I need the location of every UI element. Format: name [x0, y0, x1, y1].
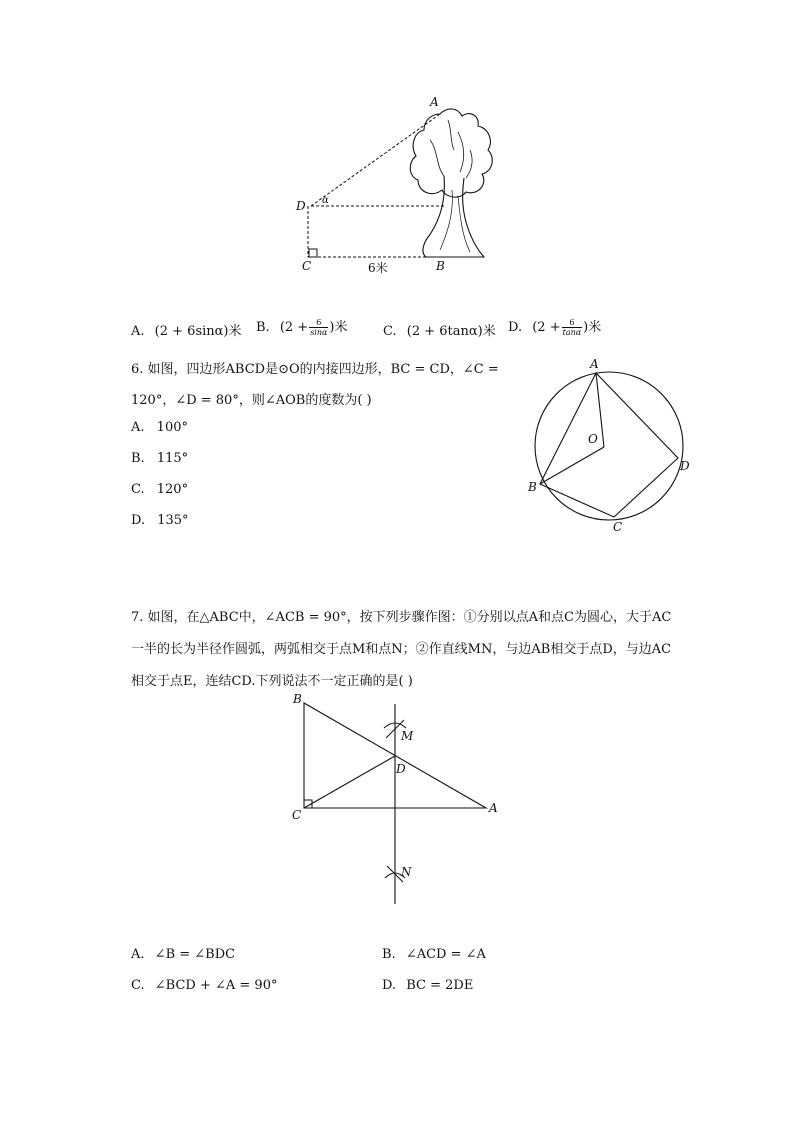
q5-option-b-fraction [309, 318, 328, 337]
q6-stem-line1: 6. 如图，四边形ABCD是⊙O的内接四边形，BC = CD，∠C = [131, 362, 499, 377]
q7-stem-line2: 一半的长为半径作圆弧，两弧相交于点M和点N；②作直线MN，与边AB相交于点D，与边AC [131, 642, 672, 657]
label-alpha: α [322, 195, 329, 206]
q6-option-d [131, 513, 189, 528]
q7-triangle-figure [285, 690, 505, 910]
q5-options-row [131, 320, 242, 339]
q6-label-A: A [590, 357, 599, 371]
q5-option-a-text: (2 + 6sinα)米 [154, 324, 242, 339]
q5-option-b-suffix: )米 [329, 320, 348, 335]
q6-stem-line2: 120°，∠D = 80°，则∠AOB的度数为( ) [131, 393, 372, 408]
q6-option-a-value: 100° [156, 420, 188, 435]
q5-option-d-den: tanα [562, 328, 582, 337]
q7-option-b [382, 947, 486, 962]
sight-line [311, 114, 440, 206]
q7-label-C: C [292, 808, 302, 822]
q5-option-a-label: A. [131, 324, 145, 339]
label-distance: 6米 [368, 261, 388, 275]
q7-label-B: B [293, 692, 302, 706]
q6-option-b-value: 115° [156, 451, 189, 466]
q6-option-d-label: D. [131, 513, 146, 528]
q7-stem-line1: 7. 如图，在△ABC中，∠ACB = 90°，按下列步骤作图：①分别以点A和点C为圆心，大于AC [131, 610, 672, 625]
tree-trunk-icon [423, 176, 484, 257]
q7-option-a-text: ∠B = ∠BDC [154, 947, 236, 962]
q6-option-c-label: C. [131, 482, 145, 497]
q5-option-d-suffix: )米 [583, 320, 602, 335]
q7-option-b-text: ∠ACD = ∠A [405, 947, 486, 962]
q6-label-C: C [613, 520, 623, 534]
q5-option-d-label: D. [508, 320, 523, 335]
q5-option-b [256, 316, 348, 337]
q7-stem-line3: 相交于点E，连结CD.下列说法不一定正确的是( ) [131, 674, 413, 689]
q7-option-a [131, 947, 235, 962]
q7-option-c-text: ∠BCD + ∠A = 90° [154, 978, 278, 993]
q7-option-b-label: B. [382, 947, 396, 962]
q6-label-B: B [528, 480, 537, 494]
q5-option-c [383, 320, 496, 339]
q7-option-d-text: BC = 2DE [406, 978, 474, 993]
q7-label-N: N [401, 865, 412, 879]
q6-option-b-label: B. [131, 451, 145, 466]
label-C: C [302, 259, 312, 273]
q5-option-b-num: 6 [309, 318, 328, 328]
q5-option-c-text: (2 + 6tanα)米 [406, 324, 496, 339]
label-D: D [296, 199, 306, 213]
q6-option-c-value: 120° [156, 482, 189, 497]
right-angle-mark [309, 249, 317, 257]
tree-canopy-icon [410, 109, 492, 197]
q6-option-b [131, 451, 188, 466]
q5-option-c-label: C. [383, 324, 397, 339]
q7-option-d [382, 978, 473, 993]
q5-option-d-num: 6 [562, 318, 583, 328]
q7-label-M: M [401, 729, 414, 743]
q6-label-O: O [588, 432, 598, 446]
q5-option-d [508, 316, 601, 337]
q7-option-c [131, 978, 277, 993]
quadrilateral-ABCD [540, 373, 678, 517]
q6-label-D: D [680, 459, 690, 473]
q6-circle-figure [520, 352, 700, 537]
q5-option-b-prefix: (2 + [279, 320, 309, 335]
q5-option-b-label: B. [256, 320, 270, 335]
q7-option-d-label: D. [382, 978, 397, 993]
segment-CD [304, 756, 395, 808]
q6-option-a [131, 420, 188, 435]
q7-label-D: D [396, 762, 406, 776]
circle-O [535, 372, 683, 520]
tree-canopy-detail [430, 120, 472, 178]
label-B: B [436, 259, 445, 273]
tree-figure [290, 90, 510, 280]
q7-label-A: A [489, 801, 498, 815]
q6-option-d-value: 135° [157, 513, 189, 528]
q6-option-c [131, 482, 188, 497]
q5-option-b-den: sinα [310, 328, 328, 337]
q7-option-a-label: A. [131, 947, 145, 962]
q6-option-a-label: A. [131, 420, 145, 435]
label-A: A [430, 95, 439, 109]
q7-option-c-label: C. [131, 978, 145, 993]
q5-option-d-fraction [562, 318, 583, 337]
q5-option-d-prefix: (2 + [532, 320, 561, 335]
